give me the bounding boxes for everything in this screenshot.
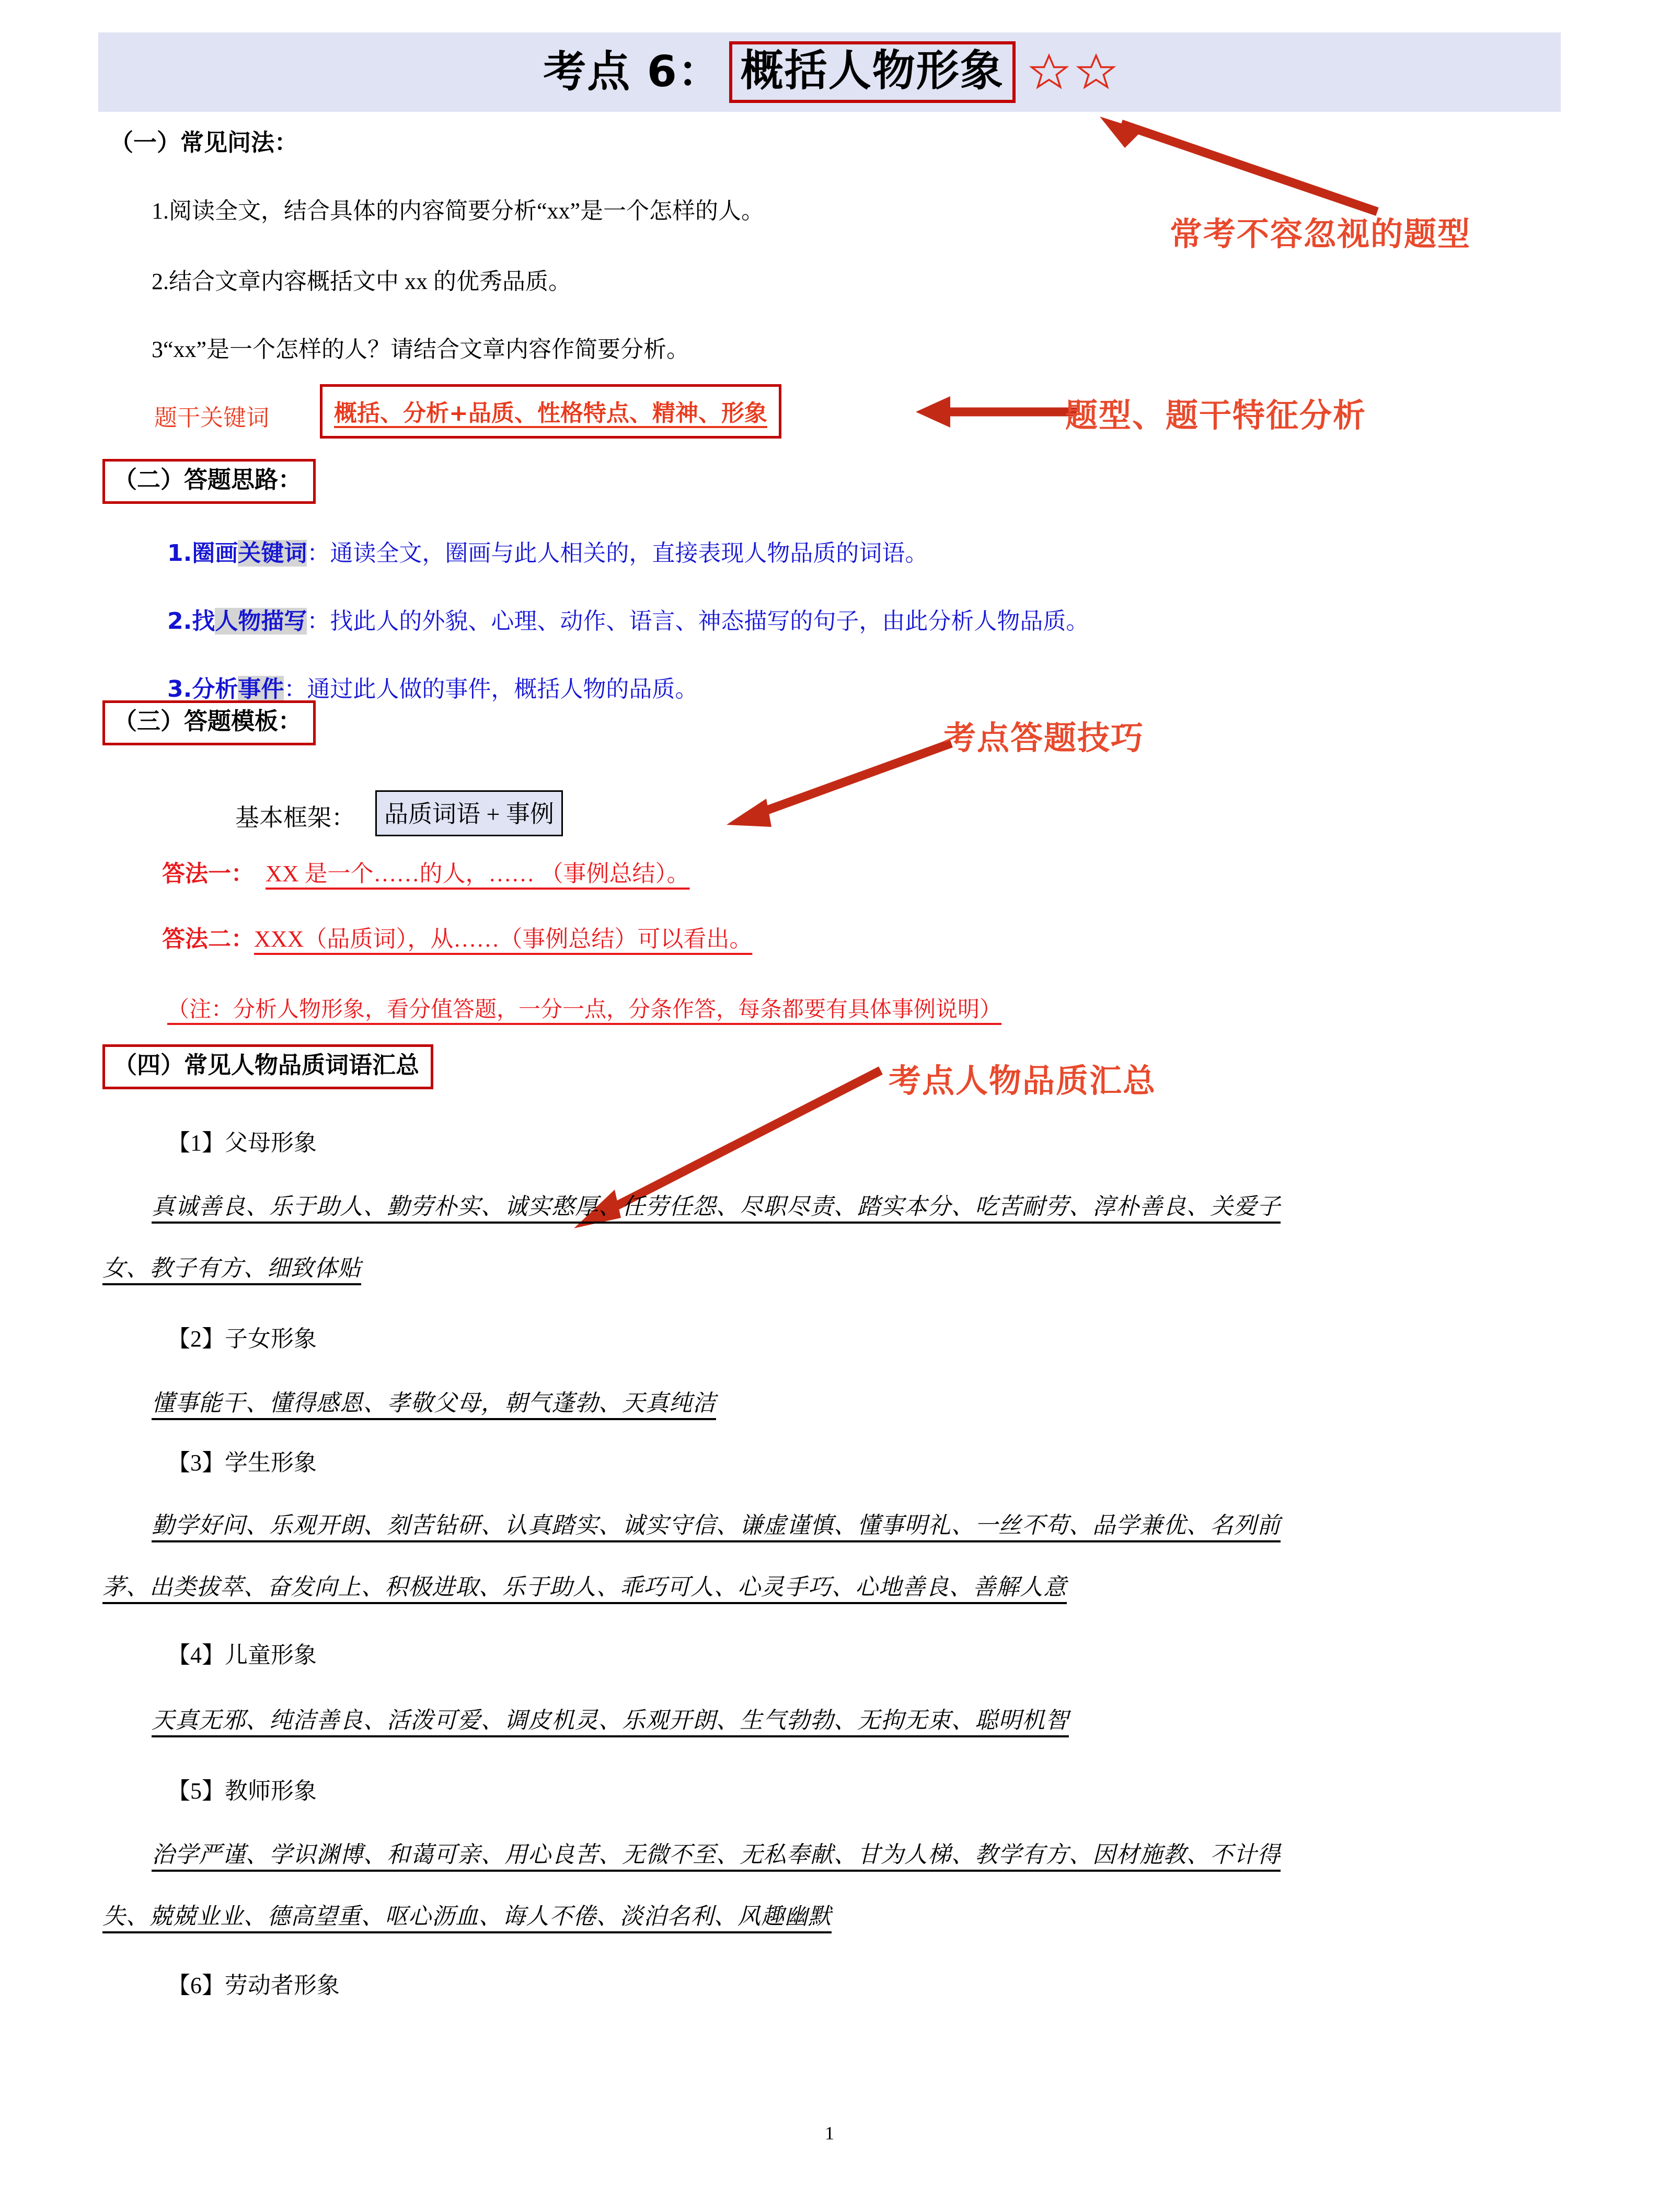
answer-step-1-colon: ： bbox=[307, 540, 330, 566]
answer-method-1-tag: 答法一： bbox=[162, 860, 254, 887]
answer-step-3 bbox=[167, 670, 698, 704]
quality-words-1-line-1: 真诚善良、乐于助人、勤劳朴实、诚实憨厚、任劳任怨、尽职尽责、踏实本分、吃苦耐劳、淳朴善良、关爱子 bbox=[152, 1194, 1281, 1219]
section-heading-answer-template: （三）答题模板： bbox=[102, 700, 316, 745]
page-title: 概括人物形象 bbox=[729, 41, 1016, 103]
answer-step-3-colon: ： bbox=[284, 676, 307, 702]
hollow-star-icon bbox=[1076, 52, 1116, 92]
quality-group-title-1: 【1】父母形象 bbox=[167, 1130, 317, 1156]
answer-step-3-highlight: 事件 bbox=[238, 676, 284, 702]
keyword-box bbox=[320, 384, 781, 439]
answer-method-2-tag: 答法二： bbox=[162, 926, 254, 952]
annotation-arrow-1 bbox=[1092, 107, 1385, 222]
quality-words-2-line-1: 懂事能干、懂得感恩、孝敬父母，朝气蓬勃、天真纯洁 bbox=[152, 1390, 716, 1416]
quality-words-3-line-1: 勤学好问、乐观开朗、刻苦钻研、认真踏实、诚实守信、谦虚谨慎、懂事明礼、一丝不苟、品学兼优、名列前 bbox=[152, 1513, 1281, 1538]
section-heading-answer-approach: （二）答题思路： bbox=[102, 459, 316, 504]
quality-words-1-line-2: 女、教子有方、细致体贴 bbox=[102, 1255, 361, 1281]
basic-framework-box: 品质词语 + 事例 bbox=[375, 790, 563, 836]
quality-group-title-2: 【2】子女形象 bbox=[167, 1326, 317, 1352]
answer-step-1-num: 1. bbox=[167, 540, 192, 567]
quality-group-title-4: 【4】儿童形象 bbox=[167, 1642, 317, 1668]
header-title-group bbox=[543, 41, 1116, 103]
annotation-label-1: 常考不容忽视的题型 bbox=[1170, 215, 1471, 253]
page-title-prefix: 考点 6： bbox=[543, 47, 722, 97]
answer-step-2-num: 2. bbox=[167, 608, 192, 635]
question-item-2: 2.结合文章内容概括文中 xx 的优秀品质。 bbox=[152, 269, 571, 294]
answer-step-2-lead: 找 bbox=[192, 608, 215, 635]
answer-step-1 bbox=[167, 534, 928, 568]
star-rating bbox=[1016, 52, 1116, 92]
answer-step-2-text: 找此人的外貌、心理、动作、语言、神态描写的句子，由此分析人物品质。 bbox=[330, 608, 1089, 634]
answer-step-2-colon: ： bbox=[307, 608, 330, 634]
answer-method-2 bbox=[162, 920, 752, 953]
answer-method-1 bbox=[162, 855, 690, 888]
section-heading-quality-words: （四）常见人物品质词语汇总 bbox=[102, 1044, 433, 1089]
quality-group-title-5: 【5】教师形象 bbox=[167, 1778, 317, 1804]
answer-step-1-text: 通读全文，圈画与此人相关的，直接表现人物品质的词语。 bbox=[330, 540, 928, 566]
quality-words-3-line-2: 茅、出类拔萃、奋发向上、积极进取、乐于助人、乖巧可人、心灵手巧、心地善良、善解人意 bbox=[102, 1574, 1067, 1600]
keyword-value: 概括、分析+品质、性格特点、精神、形象 bbox=[334, 400, 767, 427]
basic-framework-label: 基本框架： bbox=[235, 804, 355, 831]
annotation-arrow-2 bbox=[909, 387, 1082, 444]
hollow-star-icon bbox=[1029, 52, 1069, 92]
page-header-banner bbox=[98, 32, 1561, 112]
page-number: 1 bbox=[825, 2123, 834, 2144]
keyword-label: 题干关键词 bbox=[154, 405, 269, 431]
answer-step-3-text: 通过此人做的事件，概括人物的品质。 bbox=[307, 676, 698, 702]
annotation-label-3: 考点答题技巧 bbox=[943, 719, 1145, 757]
annotation-arrow-3 bbox=[716, 732, 957, 836]
answer-step-1-lead: 圈画 bbox=[192, 540, 238, 567]
answer-step-2-highlight: 人物描写 bbox=[215, 608, 307, 635]
answer-template-note: （注：分析人物形象，看分值答题，一分一点，分条作答，每条都要有具体事例说明） bbox=[167, 998, 1002, 1022]
answer-method-2-text: XXX（品质词），从……（事例总结）可以看出。 bbox=[254, 926, 753, 952]
quality-words-4-line-1: 天真无邪、纯洁善良、活泼可爱、调皮机灵、乐观开朗、生气勃勃、无拘无束、聪明机智 bbox=[152, 1708, 1069, 1733]
section-heading-common-questions: （一）常见问法： bbox=[110, 129, 298, 156]
quality-group-title-6: 【6】劳动者形象 bbox=[167, 1973, 340, 1998]
answer-method-1-text: XX 是一个……的人，…… （事例总结）。 bbox=[266, 861, 690, 886]
answer-step-1-highlight: 关键词 bbox=[238, 540, 307, 567]
quality-group-title-3: 【3】学生形象 bbox=[167, 1450, 317, 1476]
question-item-1: 1.阅读全文，结合具体的内容简要分析“xx”是一个怎样的人。 bbox=[152, 198, 765, 224]
answer-step-3-lead: 分析 bbox=[192, 676, 238, 702]
question-item-3: 3“xx”是一个怎样的人？请结合文章内容作简要分析。 bbox=[152, 337, 690, 362]
answer-step-3-num: 3. bbox=[167, 676, 192, 702]
answer-step-2 bbox=[167, 602, 1089, 636]
annotation-label-2: 题型、题干特征分析 bbox=[1065, 396, 1367, 434]
quality-words-5-line-2: 失、兢兢业业、德高望重、呕心沥血、诲人不倦、淡泊名利、风趣幽默 bbox=[102, 1904, 832, 1929]
annotation-label-4: 考点人物品质汇总 bbox=[889, 1062, 1157, 1100]
quality-words-5-line-1: 治学严谨、学识渊博、和蔼可亲、用心良苦、无微不至、无私奉献、甘为人梯、教学有方、因材施教、不计得 bbox=[152, 1842, 1281, 1868]
